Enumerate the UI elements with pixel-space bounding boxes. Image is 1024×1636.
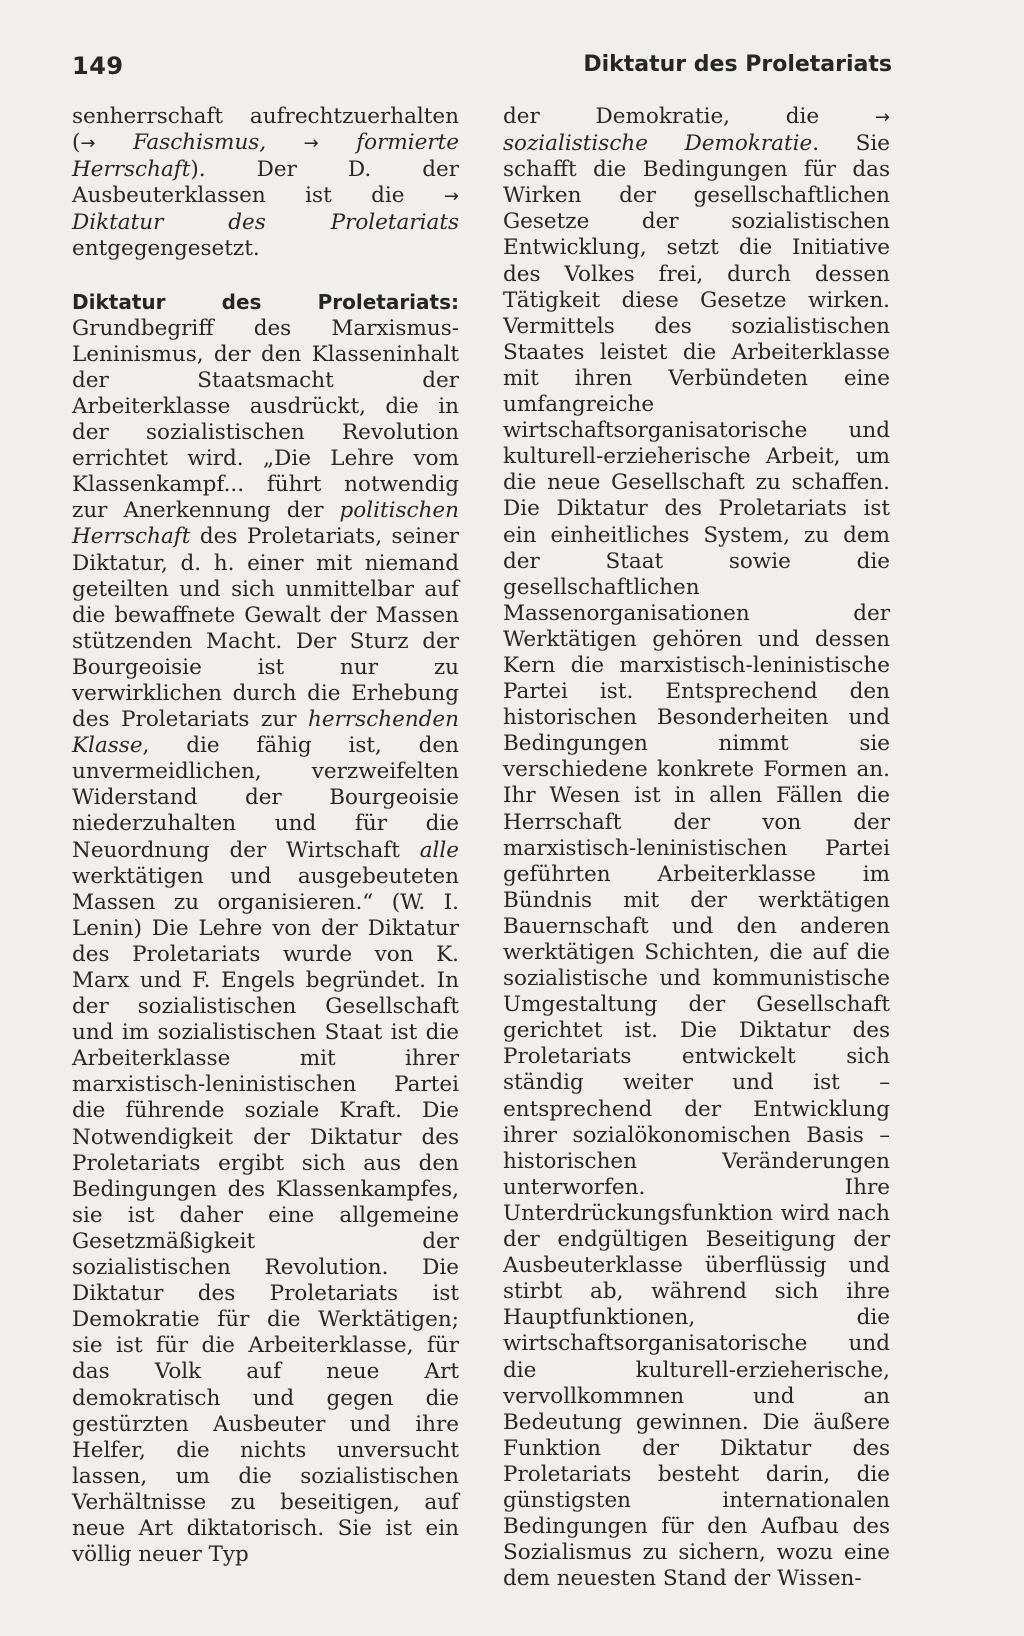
left-column — [72, 104, 459, 1568]
running-head: Diktatur des Proletariats — [583, 52, 892, 77]
entry-keyword: Diktatur des Proletariats: — [72, 289, 459, 314]
continuation-paragraph: der Demokratie, die → sozialistische Demokratie. Sie schafft die Bedingungen für das Wirken der gesellschaftlichen Gesetze der sozialistischen Entwicklung, setzt die Initiative des Volkes frei, durch dessen Tätigkeit diese Gesetze wirken. Vermittels des sozialistischen Staates leistet die Arbeiterklasse mit ihren Verbündeten eine umfangreiche wirtschaftsorganisatorische und kulturell-erzieherische Arbeit, um die neue Gesellschaft zu schaffen. Die Diktatur des Proletariats ist ein einheitliches System, zu dem der Staat sowie die gesellschaftlichen Massenorganisationen der Werktätigen gehören und dessen Kern die marxistisch-leninistische Partei ist. Entsprechend den historischen Besonderheiten und Bedingungen nimmt sie verschiedene konkrete Formen an. Ihr Wesen ist in allen Fällen die Herrschaft der von der marxistisch-leninistischen Partei geführten Arbeiterklasse im Bündnis mit der werktätigen Bauernschaft und den anderen werktätigen Schichten, die auf die sozialistische und kommunistische Umgestaltung der Gesellschaft gerichtet ist. Die Diktatur des Proletariats entwickelt sich ständig weiter und ist – entsprechend der Entwicklung ihrer sozialökonomischen Basis – historischen Veränderungen unterworfen. Ihre Unterdrückungsfunktion wird nach der endgültigen Beseitigung der Ausbeuterklasse überflüssig und stirbt ab, während sich ihre Hauptfunktionen, die wirtschaftsorganisatorische und die kulturell-erzieherische, vervollkommnen und an Bedeutung gewinnen. Die äußere Funktion der Diktatur des Proletariats besteht darin, die günstigsten internationalen Bedingungen für den Aufbau des Sozialismus zu sichern, wozu eine dem neuesten Stand der Wissen- — [503, 104, 890, 1592]
entry-text: Grundbegriff des Marxismus-Leninismus, der den Klasseninhalt der Staatsmacht der Arbeiterklasse ausdrückt, die in der sozialistischen Revolution errichtet wird. „Die Lehre vom Klassenkampf... führt notwendig zur Anerkennung der politischen Herrschaft des Proletariats, seiner Diktatur, d. h. einer mit niemand geteilten und sich unmittelbar auf die bewaffnete Gewalt der Massen stützenden Macht. Der Sturz der Bourgeoisie ist nur zu verwirklichen durch die Erhebung des Proletariats zur herrschenden Klasse, die fähig ist, den unvermeidlichen, verzweifelten Widerstand der Bourgeoisie niederzuhalten und für die Neuordnung der Wirtschaft alle werktätigen und ausgebeuteten Massen zu organisieren.“ (W. I. Lenin) Die Lehre von der Diktatur des Proletariats wurde von K. Marx und F. Engels begründet. In der sozialistischen Gesellschaft und im sozialistischen Staat ist die Arbeiterklasse mit ihrer marxistisch-leninistischen Partei die führende soziale Kraft. Die Notwendigkeit der Diktatur des Proletariats ergibt sich aus den Bedingungen des Klassenkampfes, sie ist daher eine allgemeine Gesetzmäßigkeit der sozialistischen Revolution. Die Diktatur des Proletariats ist Demokratie für die Werktätigen; sie ist für die Arbeiterklasse, für das Volk auf neue Art demokratisch und gegen die gestürzten Ausbeuter und ihre Helfer, die nichts unversucht lassen, um die sozialistischen Verhältnisse zu beseitigen, auf neue Art diktatorisch. Sie ist ein völlig neuer Typ — [72, 315, 459, 1568]
page-number: 149 — [72, 52, 124, 80]
right-column — [503, 104, 890, 1592]
entry-paragraph — [72, 289, 459, 1569]
intro-paragraph: senherrschaft aufrechtzuerhalten (→ Faschismus, → formierte Herrschaft). Der D. der Ausbeuterklassen ist die → Diktatur des Proletariats entgegengesetzt. — [72, 104, 460, 262]
